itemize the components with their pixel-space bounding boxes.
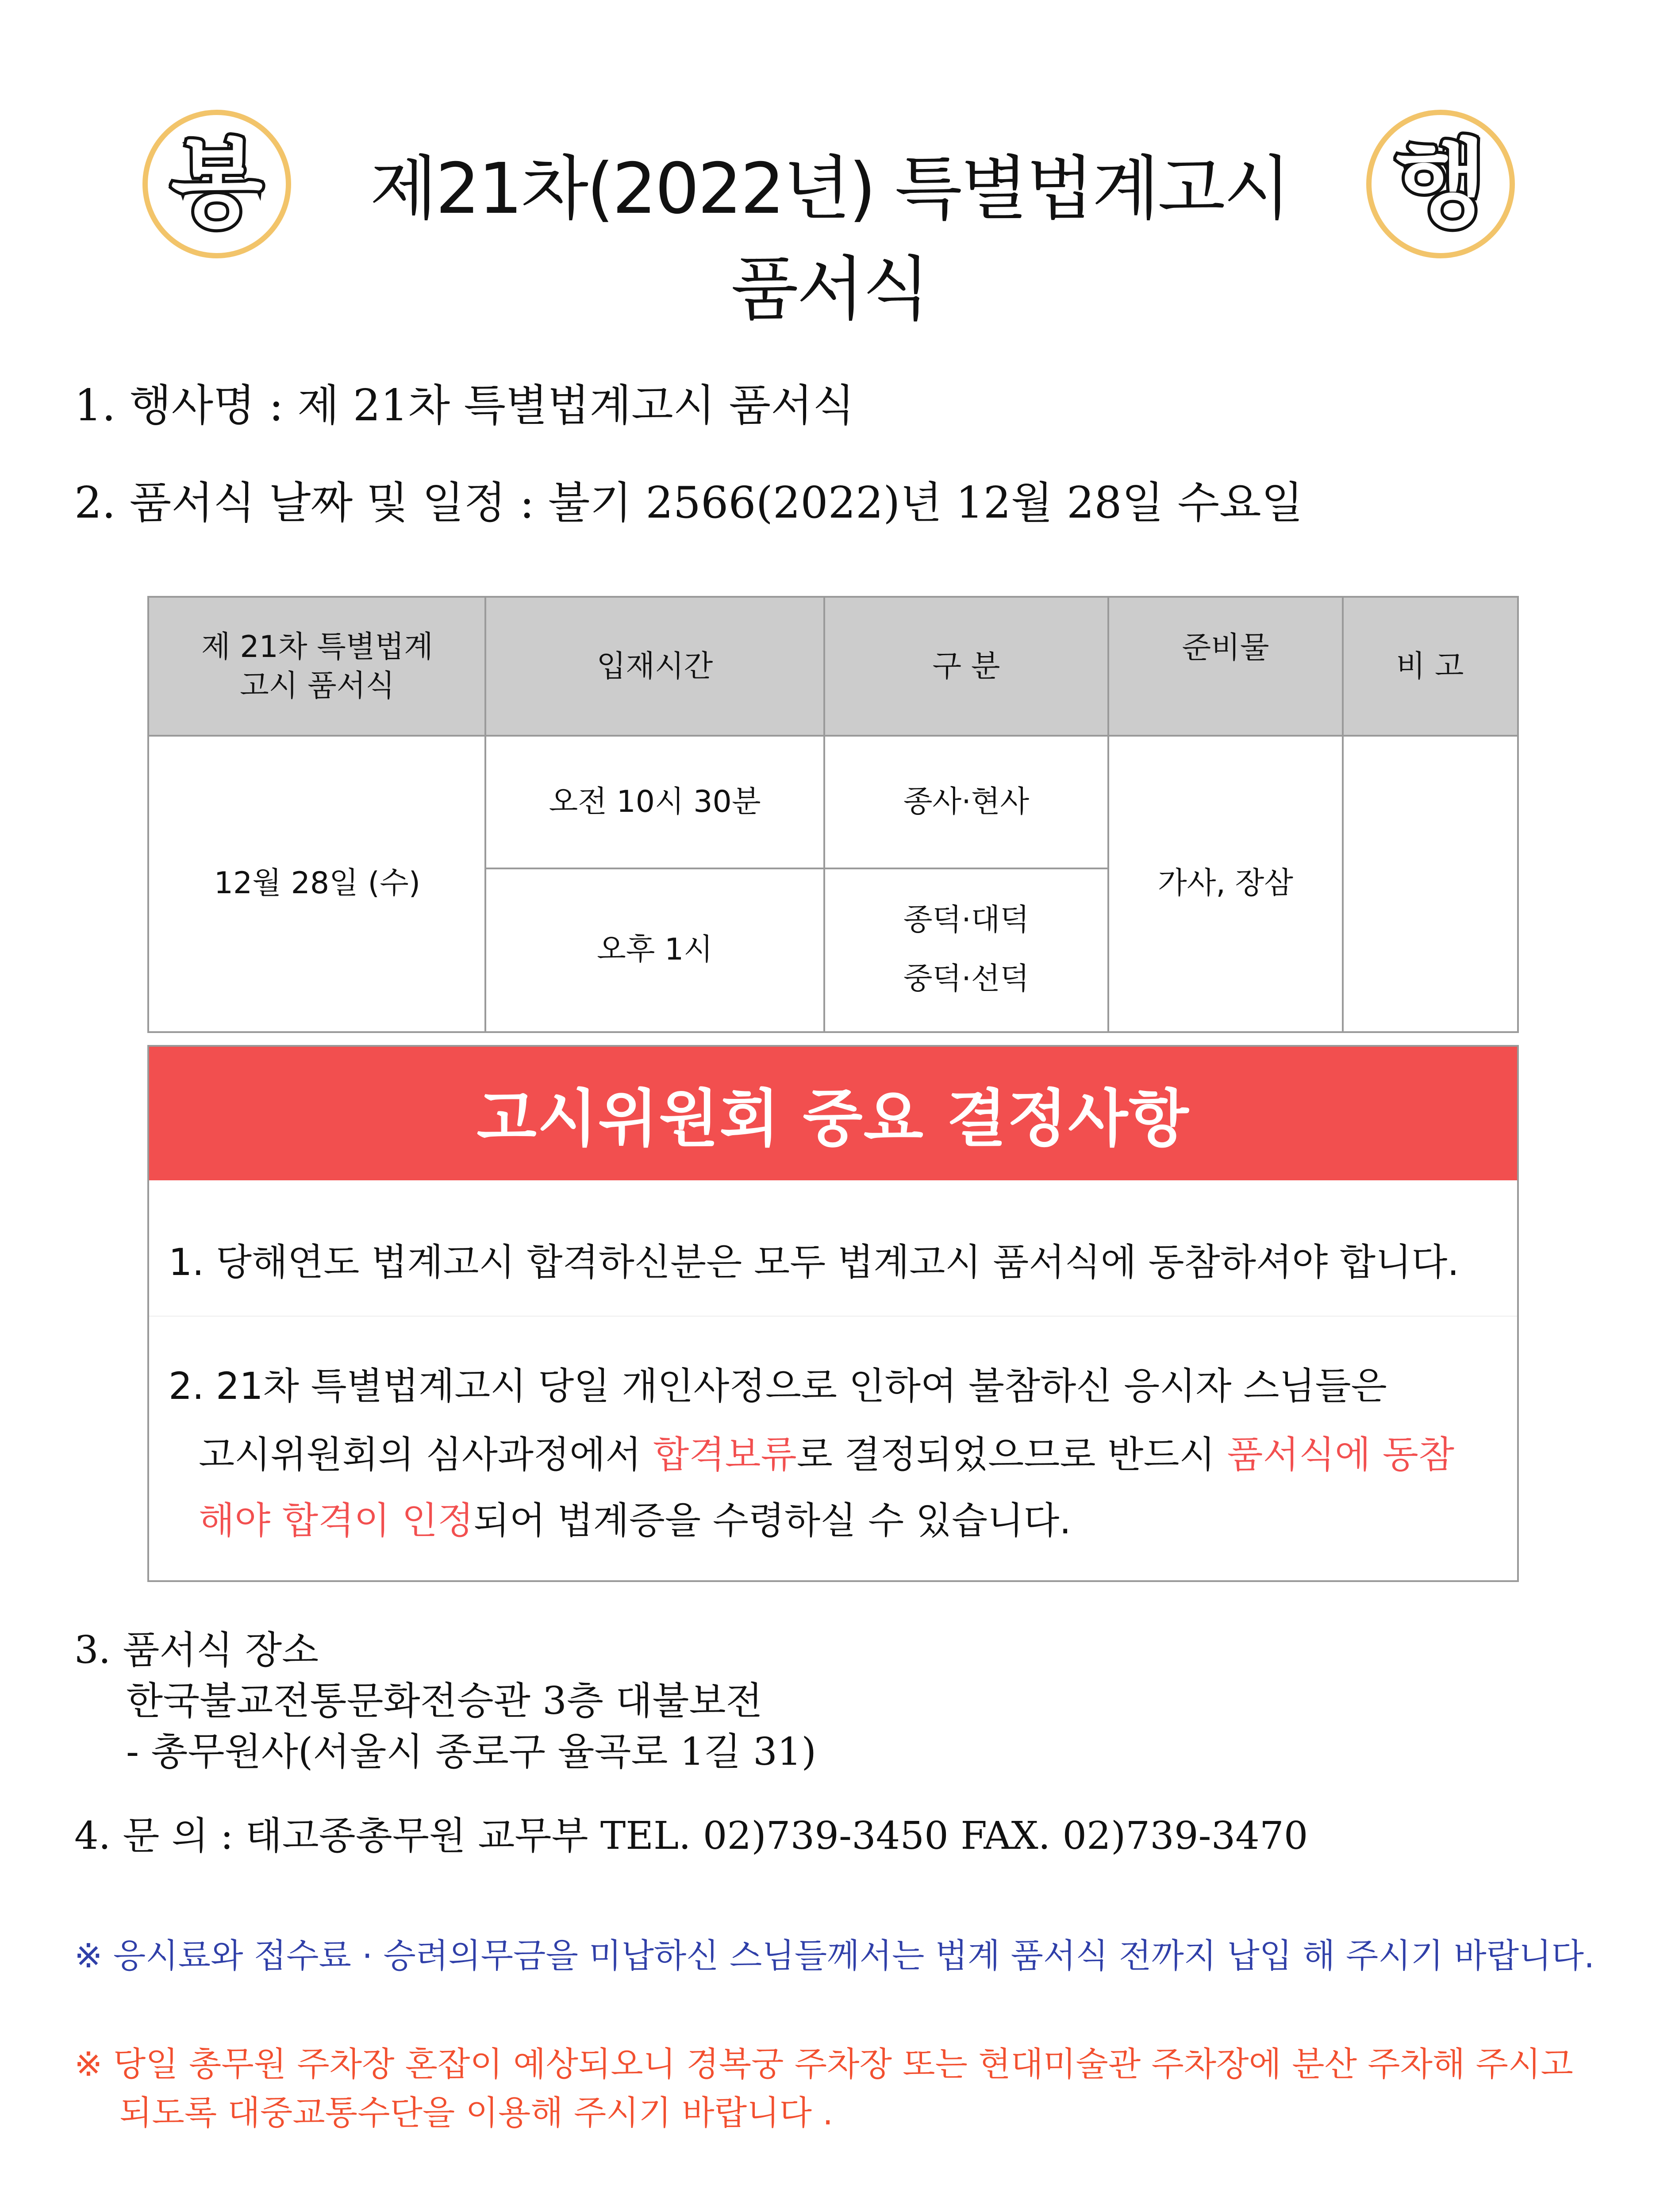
notice-heading: 고시위원회 중요 결정사항 <box>149 1047 1517 1180</box>
table-header-remarks: 비 고 <box>1343 598 1517 736</box>
table-header-supplies: 준비물 <box>1108 598 1343 736</box>
payment-note: ※ 응시료와 접수료 · 승려의무금을 미납하신 스님들께서는 법계 품서식 전까지 납입 해 주시기 바랍니다. <box>74 1936 1595 1975</box>
highlight-attend: 품서식에 동참 <box>1227 1433 1454 1476</box>
notice-item-2-line-3: 해야 합격이 인정되어 법계증을 수령하실 수 있습니다. <box>199 1499 1072 1542</box>
badge-right-text: 행 <box>1395 128 1487 240</box>
table-time-morning: 오전 10시 30분 <box>549 784 761 819</box>
highlight-pending: 합격보류 <box>653 1433 797 1476</box>
committee-notice <box>147 1045 1519 1582</box>
parking-note-line-1: ※ 당일 총무원 주차장 혼잡이 예상되오니 경복궁 주차장 또는 현대미술관 주차장에 분산 주차해 주시고 <box>74 2044 1573 2084</box>
table-header-time: 입재시간 <box>485 598 824 736</box>
badge-left-text: 봉 <box>171 128 263 240</box>
table-divider <box>1107 598 1109 1031</box>
notice-divider <box>149 1316 1517 1317</box>
parking-note-line-2: 되도록 대중교통수단을 이용해 주시기 바랍니다 . <box>119 2093 834 2132</box>
table-supplies-cell: 가사, 장삼 <box>1158 865 1293 901</box>
page-title: 제21차(2022년) 특별법계고시 품서식 <box>369 148 1290 330</box>
table-divider <box>484 598 486 1031</box>
notice-item-2-line-2: 고시위원회의 심사과정에서 합격보류로 결정되었으므로 반드시 품서식에 동참 <box>199 1433 1454 1476</box>
table-divider <box>485 868 1108 869</box>
notice-item-2-line-1: 2. 21차 특별법계고시 당일 개인사정으로 인하여 불참하신 응시자 스님들은 <box>169 1364 1387 1408</box>
table-time-afternoon: 오후 1시 <box>597 932 713 967</box>
table-group-afternoon: 종덕·대덕 중덕·선덕 <box>903 902 1030 996</box>
schedule-table <box>147 596 1519 1033</box>
location-venue: 한국불교전통문화전승관 3층 대불보전 <box>126 1679 763 1723</box>
table-group-morning: 종사·현사 <box>903 784 1030 819</box>
location-label: 3. 품서식 장소 <box>74 1628 319 1672</box>
table-date-cell: 12월 28일 (수) <box>214 865 421 901</box>
contact-line: 4. 문 의 : 태고종총무원 교무부 TEL. 02)739-3450 FAX. 02)739-3470 <box>74 1814 1308 1858</box>
signature <box>0 2208 1660 2212</box>
badge-right <box>1366 110 1515 258</box>
table-header-group: 구 분 <box>824 598 1108 736</box>
table-divider <box>1342 598 1344 1031</box>
table-divider <box>149 735 1517 737</box>
badge-left <box>142 110 291 258</box>
event-date-line: 2. 품서식 날짜 및 일정 : 불기 2566(2022)년 12월 28일 수요일 <box>74 478 1303 528</box>
event-name-line: 1. 행사명 : 제 21차 특별법계고시 품서식 <box>74 380 855 431</box>
location-address: - 총무원사(서울시 종로구 율곡로 1길 31) <box>126 1730 817 1774</box>
table-divider <box>823 598 825 1031</box>
table-header-event: 제 21차 특별법계고시 품서식 <box>149 598 485 736</box>
highlight-approved: 해야 합격이 인정 <box>199 1499 474 1542</box>
notice-item-1: 1. 당해연도 법계고시 합격하신분은 모두 법계고시 품서식에 동참하셔야 합니다. <box>169 1240 1460 1284</box>
table-remarks-cell <box>1343 736 1517 1031</box>
